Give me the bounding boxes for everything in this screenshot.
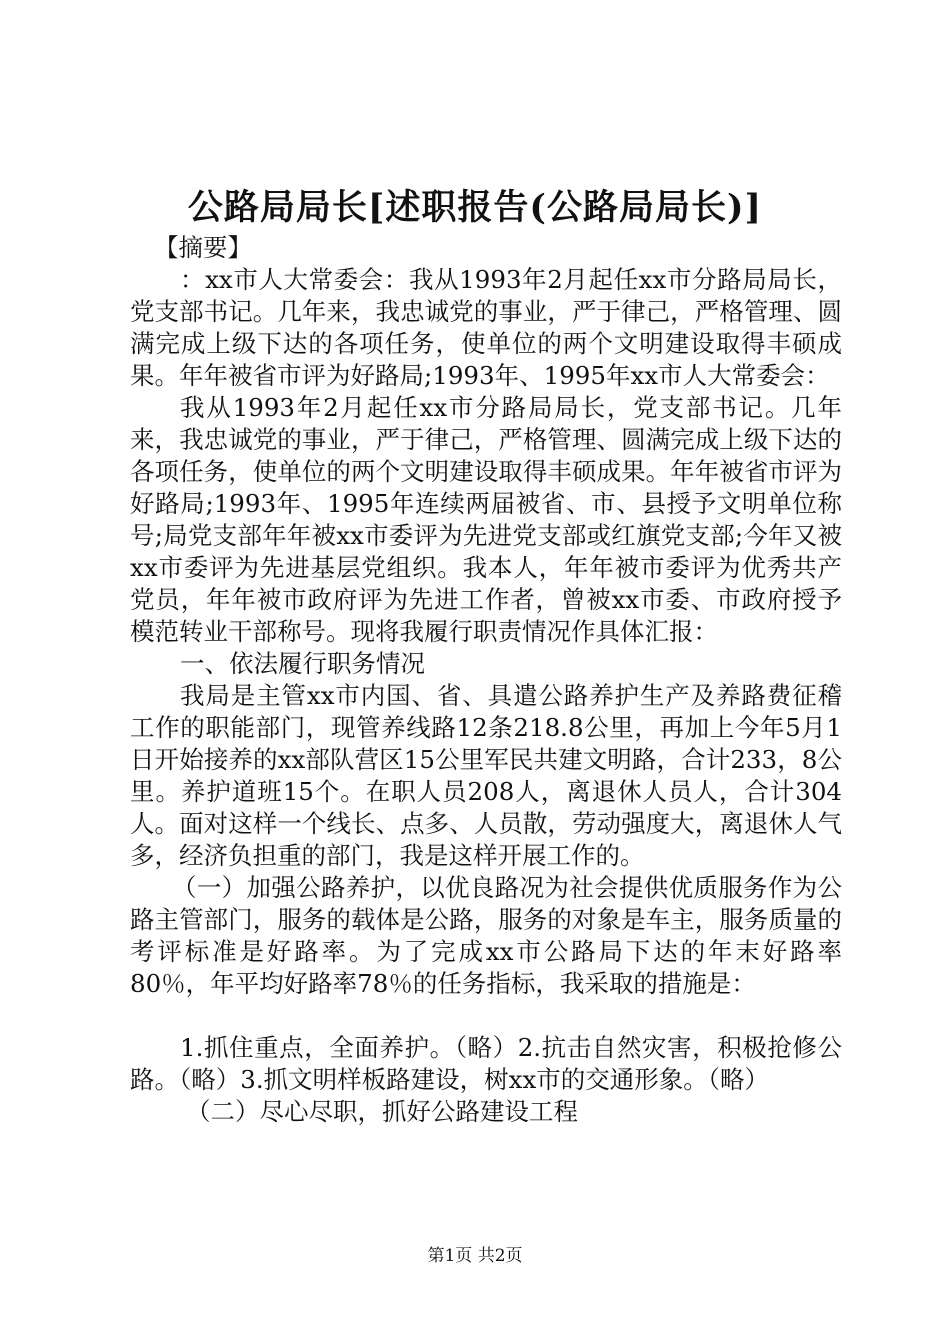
body-paragraph: ：xx市人大常委会：我从1993年2月起任xx市分路局局长，党支部书记。几年来，我忠诚党的事业，严于律己，严格管理、圆满完成上级下达的各项任务，使单位的两个文明建设取得丰硕成果。年年被省市评为好路局;1993年、1995年xx市人大常委会：	[130, 265, 842, 390]
subsection-paragraph: （一）加强公路养护，以优良路况为社会提供优质服务作为公路主管部门，服务的载体是公路，服务的对象是车主，服务质量的考评标准是好路率。为了完成xx市公路局下达的年末好路率80％，年平均好路率78％的任务指标，我采取的措施是：	[130, 873, 842, 998]
body-paragraph: 我从1993年2月起任xx市分路局局长，党支部书记。几年来，我忠诚党的事业，严于律己，严格管理、圆满完成上级下达的各项任务，使单位的两个文明建设取得丰硕成果。年年被省市评为好路局;1993年、1995年连续两届被省、市、县授予文明单位称号;局党支部年年被xx市委评为先进党支部或红旗党支部;今年又被xx市委评为先进基层党组织。我本人，年年被市委评为优秀共产党员，年年被市政府评为先进工作者，曾被xx市委、市政府授予模范转业干部称号。现将我履行职责情况作具体汇报：	[130, 393, 842, 646]
document-title: 公路局局长[述职报告(公路局局长)]	[187, 187, 763, 228]
body-paragraph: 我局是主管xx市内国、省、具遣公路养护生产及养路费征稽工作的职能部门，现管养线路12条218.8公里，再加上今年5月1日开始接养的xx部队营区15公里军民共建文明路，合计233，8公里。养护道班15个。在职人员208人，离退休人员人，合计304人。面对这样一个线长、点多、人员散，劳动强度大，离退休人气多，经济负担重的部门，我是这样开展工作的。	[130, 681, 842, 870]
list-paragraph: 1.抓住重点，全面养护。（略）2.抗击自然灾害，积极抢修公路。（略）3.抓文明样板路建设，树xx市的交通形象。（略）	[130, 1033, 842, 1094]
document-body	[130, 232, 842, 1128]
page-footer: 第1页 共2页	[427, 1246, 523, 1266]
section-heading: 一、依法履行职务情况	[180, 649, 425, 678]
subsection-heading: （二）尽心尽职，抓好公路建设工程	[186, 1097, 578, 1126]
summary-heading: 【摘要】	[154, 233, 252, 262]
